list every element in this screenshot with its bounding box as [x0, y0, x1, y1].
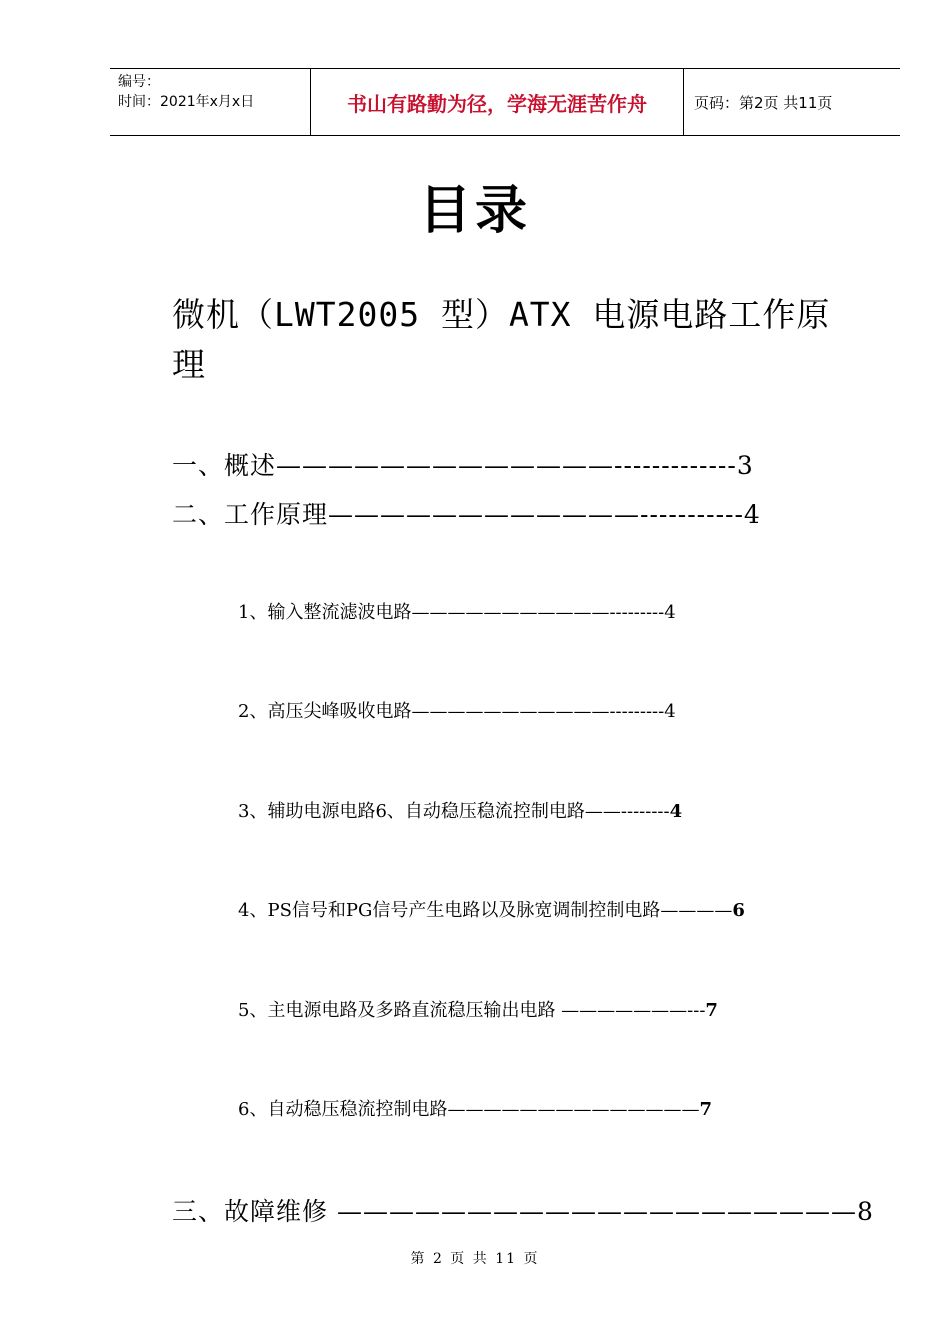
- toc-item-page: 7: [699, 1099, 712, 1120]
- toc-item-label: 4、PS信号和PG信号产生电路以及脉宽调制控制电路————: [238, 900, 733, 921]
- header-page-info: 页码：第2页 共11页: [694, 93, 833, 112]
- toc-item-main-power[interactable]: [238, 996, 718, 1022]
- subtitle-line-1: 微机（LWT2005 型）ATX 电源电路工作原: [172, 295, 831, 334]
- document-number: 编号：: [118, 74, 160, 90]
- page-header: [110, 68, 900, 136]
- toc-item-troubleshooting[interactable]: [172, 1192, 874, 1228]
- toc-item-ps-pg-signal[interactable]: [238, 896, 745, 922]
- document-time: 时间：2021年x月x日: [118, 94, 255, 110]
- toc-item-working-principle[interactable]: [172, 495, 761, 531]
- toc-item-page: 4: [669, 801, 683, 822]
- toc-item-label: 1、输入整流滤波电路———————————---------4: [238, 602, 676, 623]
- header-motto: 书山有路勤为径，学海无涯苦作舟: [311, 69, 684, 135]
- toc-item-page: 6: [732, 900, 745, 921]
- toc-item-label: 2、高压尖峰吸收电路———————————---------4: [238, 701, 676, 722]
- toc-item-auxiliary-power[interactable]: [238, 797, 682, 823]
- toc-item-overview[interactable]: [172, 446, 754, 482]
- document-subtitle: [172, 290, 852, 390]
- page-footer: 第 2 页 共 11 页: [410, 1251, 540, 1267]
- toc-item-input-rectifier[interactable]: [238, 598, 676, 624]
- toc-item-label: 一、概述—————————————-------------3: [172, 451, 754, 480]
- toc-item-label: 二、工作原理————————————-----------4: [172, 500, 761, 529]
- toc-item-page: 7: [705, 1000, 718, 1021]
- toc-item-label: 6、自动稳压稳流控制电路——————————————: [238, 1099, 700, 1120]
- toc-item-label: 3、辅助电源电路6、自动稳压稳流控制电路——--------: [238, 801, 670, 822]
- toc-item-label: 5、主电源电路及多路直流稳压输出电路 ———————---: [238, 1000, 706, 1021]
- toc-item-spike-absorption[interactable]: [238, 697, 676, 723]
- toc-item-label: 三、故障维修 ————————————————————8: [172, 1197, 874, 1226]
- subtitle-line-2: 理: [172, 345, 206, 384]
- toc-item-auto-regulation[interactable]: [238, 1095, 712, 1121]
- page-title: 目录: [418, 181, 531, 241]
- header-meta: [110, 69, 311, 135]
